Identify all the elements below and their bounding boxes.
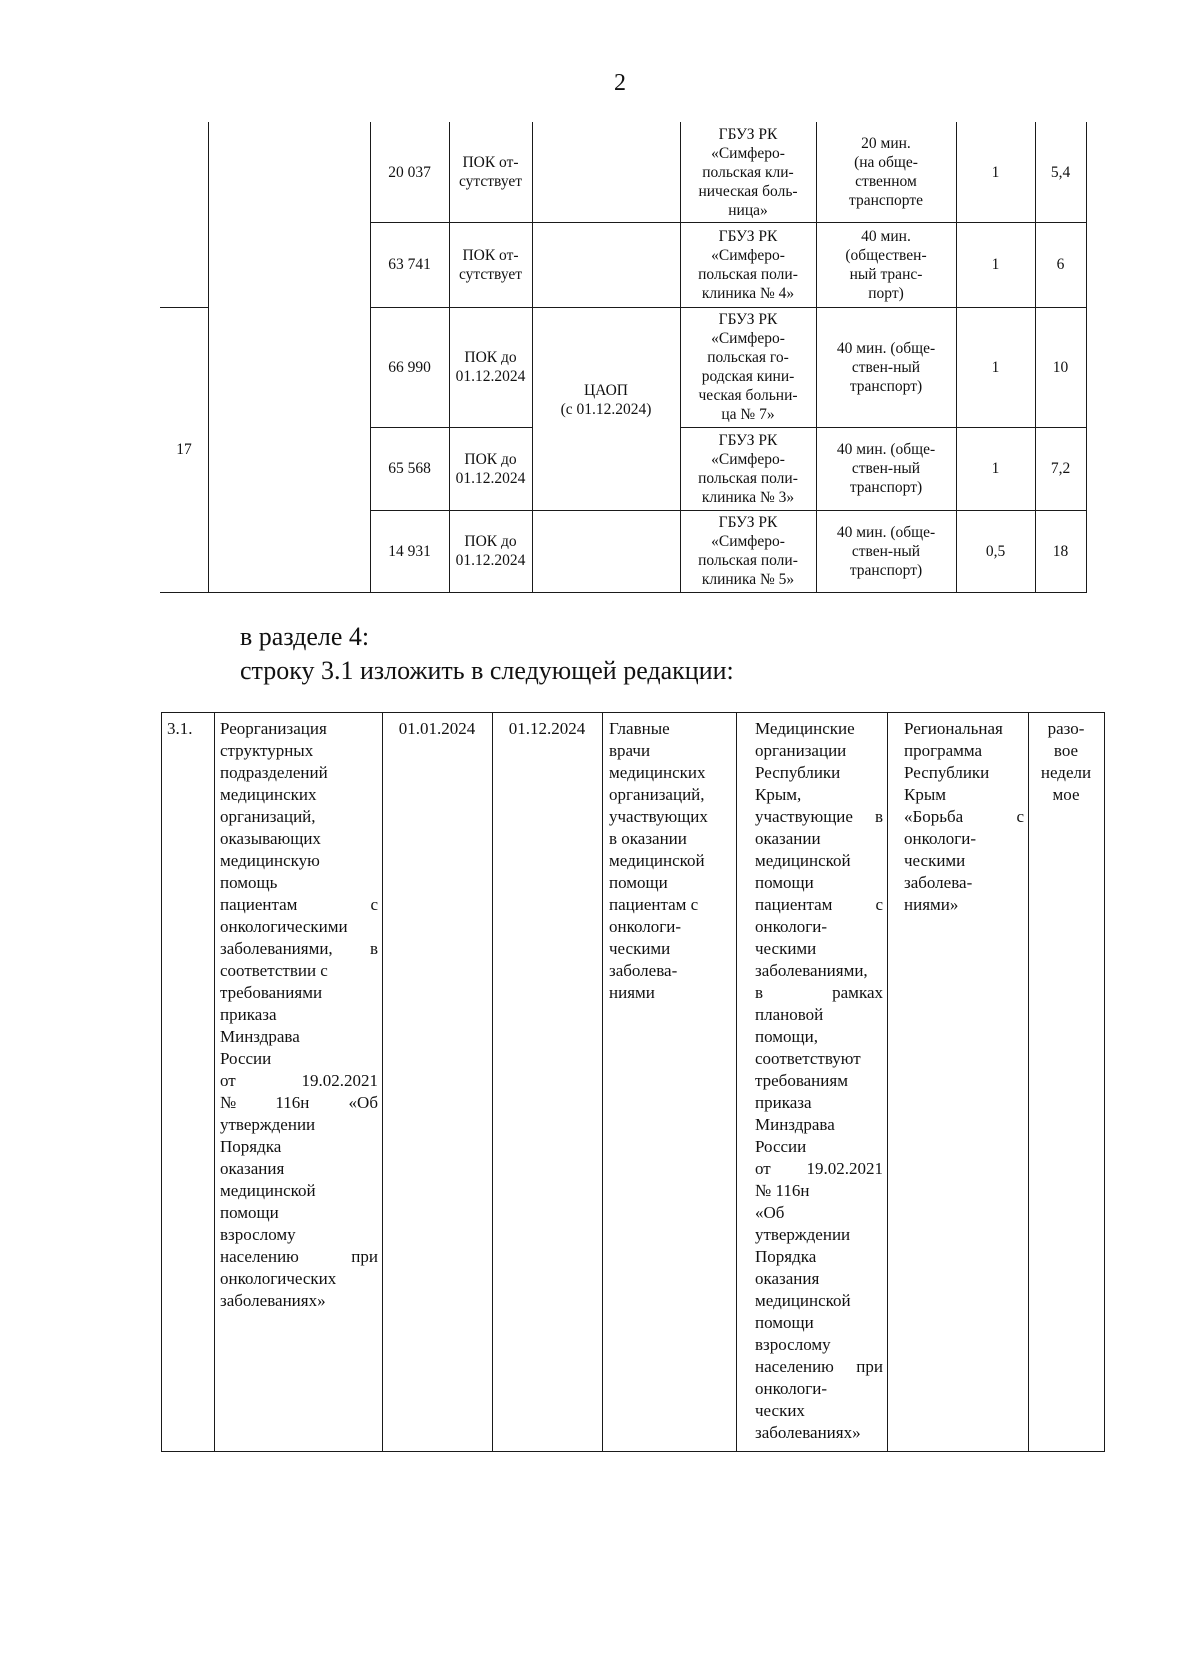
distance-cell: 18 xyxy=(1052,542,1069,560)
cell-line: ческими xyxy=(755,939,817,958)
facility-cell: ГБУЗ РК «Симферо- польская поли- клиника № 5» xyxy=(698,514,798,588)
facility-cell: ГБУЗ РК «Симферо- польская го- родская кини- ческая больни- ца № 7» xyxy=(698,311,798,423)
cell-line: России xyxy=(220,1049,272,1068)
amendment-instruction: строку 3.1 изложить в следующей редакции: xyxy=(240,656,734,685)
cell-line: помощи, xyxy=(755,1027,818,1046)
cell-line: участвующих xyxy=(609,807,708,826)
population-cell: 65 568 xyxy=(388,460,431,477)
measure-table xyxy=(161,712,1105,1452)
cell-line: онкологических xyxy=(220,1269,337,1288)
population-cell: 63 741 xyxy=(388,256,431,273)
cell-line: утверждении xyxy=(220,1115,316,1134)
cell-line: Минздрава xyxy=(220,1027,300,1046)
cell-line: Республики xyxy=(904,763,990,782)
status-cell: ПОК от- сутствует xyxy=(458,246,523,283)
cell-line: онкологи- xyxy=(755,1379,827,1398)
cell-line: мое xyxy=(1052,785,1080,804)
cell-line: медицинских xyxy=(609,763,706,782)
cell-line: приказа xyxy=(755,1093,812,1112)
cell-line: врачи xyxy=(609,741,651,760)
cell-line: медицинской xyxy=(755,1291,851,1310)
distance-cell: 7,2 xyxy=(1050,460,1071,477)
cell-line: Медицинские xyxy=(755,719,855,738)
cell-line: помощи xyxy=(755,1313,814,1332)
cell-line: соответствии с xyxy=(220,961,328,980)
cell-line: вое xyxy=(1053,741,1079,760)
section-reference: в разделе 4: xyxy=(240,622,370,651)
cell-line: онкологическими xyxy=(220,917,348,936)
cell-line: требованиями xyxy=(220,983,323,1002)
cell-line: Региональная xyxy=(904,719,1003,738)
center-cell: ЦАОП (с 01.12.2024) xyxy=(560,381,652,418)
population-cell: 14 931 xyxy=(388,542,431,560)
cell-line: пациентам с xyxy=(755,895,883,914)
cell-line: онкологи- xyxy=(609,917,681,936)
responsible-cell xyxy=(609,718,733,1004)
cell-line: Минздрава xyxy=(755,1115,835,1134)
measure-cell xyxy=(220,718,378,1312)
cell-line: онкологи- xyxy=(904,829,976,848)
cell-line: помощь xyxy=(220,873,278,892)
cell-line: заболеваниях» xyxy=(220,1291,326,1310)
start-date-cell: 01.01.2024 xyxy=(398,719,476,738)
page-number: 2 xyxy=(614,70,626,96)
cell-line: соответствуют xyxy=(755,1049,861,1068)
cell-line: Крым xyxy=(904,785,947,804)
cell-line: подразделений xyxy=(220,763,328,782)
periodicity-cell xyxy=(1028,718,1104,806)
cell-line: Крым, xyxy=(755,785,802,804)
population-cell: 66 990 xyxy=(388,358,431,376)
cell-line: № 116н «Об xyxy=(220,1093,378,1112)
cell-line: заболеваниях» xyxy=(755,1423,861,1442)
cell-line: медицинской xyxy=(220,1181,316,1200)
cell-line: от 19.02.2021 xyxy=(755,1159,883,1178)
count-cell: 1 xyxy=(991,460,1000,477)
cell-line: оказания xyxy=(755,1269,820,1288)
cell-line: взрослому xyxy=(220,1225,296,1244)
cell-line: взрослому xyxy=(755,1335,831,1354)
cell-line: медицинской xyxy=(755,851,851,870)
cell-line: разо- xyxy=(1047,719,1085,738)
status-cell: ПОК до 01.12.2024 xyxy=(455,450,526,487)
population-cell: 20 037 xyxy=(388,163,431,181)
cell-line: от 19.02.2021 xyxy=(220,1071,378,1090)
status-cell: ПОК от- сутствует xyxy=(458,154,523,190)
cell-line: «Борьба с xyxy=(904,807,1024,826)
distance-cell: 10 xyxy=(1052,358,1069,376)
cell-line: № 116н xyxy=(755,1181,810,1200)
row-number: 17 xyxy=(176,440,192,458)
cell-line: населению при xyxy=(755,1357,883,1376)
row-number: 3.1. xyxy=(167,719,193,738)
cell-line: пациентам с xyxy=(609,895,699,914)
cell-line: в оказании xyxy=(609,829,687,848)
cell-line: медицинских xyxy=(220,785,317,804)
cell-line: заболева- xyxy=(904,873,973,892)
cell-line: утверждении xyxy=(755,1225,851,1244)
cell-line: онкологи- xyxy=(755,917,827,936)
distance-cell: 5,4 xyxy=(1050,163,1071,181)
cell-line: ческими xyxy=(904,851,966,870)
cell-line: помощи xyxy=(755,873,814,892)
cell-line: ческих xyxy=(755,1401,805,1420)
facility-cell: ГБУЗ РК «Симферо- польская кли- ническая боль- ница» xyxy=(698,125,798,219)
cell-line: требованиям xyxy=(755,1071,848,1090)
cell-line: в рамках xyxy=(755,983,883,1002)
cell-line: России xyxy=(755,1137,807,1156)
cell-line: помощи xyxy=(609,873,668,892)
travel-cell: 40 мин. (обществен- ный транс- порт) xyxy=(845,227,927,302)
cell-line: оказывающих xyxy=(220,829,321,848)
travel-cell: 40 мин. (обще- ствен-ный транспорт) xyxy=(836,441,936,496)
cell-line: помощи xyxy=(220,1203,279,1222)
cell-line: медицинской xyxy=(609,851,705,870)
cell-line: ниями» xyxy=(904,895,959,914)
cell-line: Порядка xyxy=(220,1137,282,1156)
cell-line: Порядка xyxy=(755,1247,817,1266)
travel-cell: 40 мин. (обще- ствен-ный транспорт) xyxy=(836,523,936,579)
cell-line: заболеваниями, xyxy=(755,961,868,980)
cell-line: ческими xyxy=(609,939,671,958)
cell-line: населению при xyxy=(220,1247,378,1266)
cell-line: организаций, xyxy=(609,785,705,804)
cell-line: оказании xyxy=(755,829,821,848)
count-cell: 0,5 xyxy=(985,542,1006,560)
travel-cell: 20 мин. (на обще- ственном транспорте xyxy=(848,135,923,209)
distance-cell: 6 xyxy=(1056,256,1065,273)
travel-cell: 40 мин. (обще- ствен-ный транспорт) xyxy=(836,339,936,395)
facility-table xyxy=(160,122,1087,592)
cell-line: приказа xyxy=(220,1005,277,1024)
facility-cell: ГБУЗ РК «Симферо- польская поли- клиника № 4» xyxy=(698,227,798,302)
cell-line: организаций, xyxy=(220,807,316,826)
cell-line: Республики xyxy=(755,763,841,782)
cell-line: участвующие в xyxy=(755,807,883,826)
cell-line: структурных xyxy=(220,741,314,760)
cell-line: заболеваниями, в xyxy=(220,939,378,958)
cell-line: недели xyxy=(1040,763,1092,782)
cell-line: организации xyxy=(755,741,847,760)
count-cell: 1 xyxy=(991,358,1000,376)
status-cell: ПОК до 01.12.2024 xyxy=(455,533,526,569)
cell-line: «Об xyxy=(755,1203,785,1222)
result-cell xyxy=(755,718,883,1444)
cell-line: Главные xyxy=(609,719,670,738)
cell-line: ниями xyxy=(609,983,655,1002)
end-date-cell: 01.12.2024 xyxy=(508,719,586,738)
cell-line: заболева- xyxy=(609,961,678,980)
facility-cell: ГБУЗ РК «Симферо- польская поли- клиника № 3» xyxy=(698,431,798,506)
cell-line: Реорганизация xyxy=(220,719,327,738)
cell-line: пациентам с xyxy=(220,895,378,914)
cell-line: программа xyxy=(904,741,983,760)
cell-line: плановой xyxy=(755,1005,824,1024)
cell-line: медицинскую xyxy=(220,851,320,870)
count-cell: 1 xyxy=(991,163,1000,181)
count-cell: 1 xyxy=(991,256,1000,273)
cell-line: оказания xyxy=(220,1159,285,1178)
status-cell: ПОК до 01.12.2024 xyxy=(455,349,526,385)
program-cell xyxy=(904,718,1024,916)
